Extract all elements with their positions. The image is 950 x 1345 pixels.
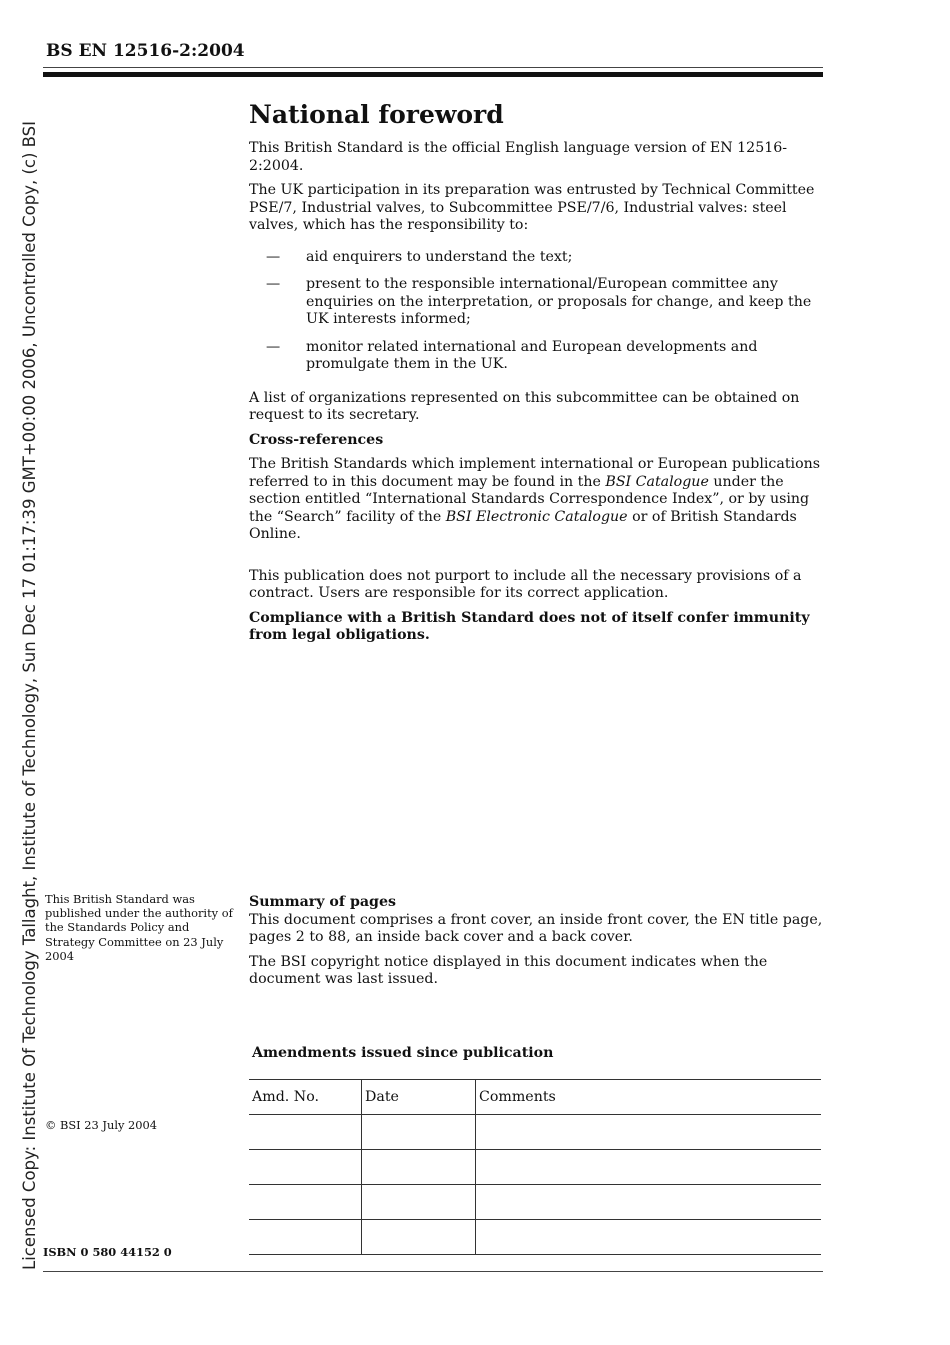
list-item (249, 339, 825, 374)
publication-note: This British Standard was published under the authority of the Standards Policy and Strategy Committee on 23 July 2004 (45, 892, 233, 963)
table-header-row (249, 1080, 821, 1115)
national-foreword (249, 100, 825, 652)
responsibility-list (249, 249, 825, 374)
table-cell (249, 1150, 362, 1185)
table-cell (362, 1150, 476, 1185)
amendments-title: Amendments issued since publication (252, 1045, 554, 1061)
list-item (249, 249, 825, 267)
table-cell (362, 1185, 476, 1220)
dash-marker: — (266, 338, 281, 355)
table-cell (476, 1150, 822, 1185)
copyright-notice: © BSI 23 July 2004 (45, 1118, 158, 1132)
participation-paragraph: The UK participation in its preparation was entrusted by Technical Committee PSE/7, Industrial valves, to Subcommittee PSE/7/6, Industrial valves: steel valves, which has the responsibility to: (249, 182, 815, 233)
cross-references-paragraph (249, 456, 825, 544)
column-header-amd-no: Amd. No. (249, 1080, 362, 1115)
spacer (249, 551, 825, 568)
table-row (249, 1150, 821, 1185)
bsi-catalogue-title: BSI Catalogue (605, 473, 709, 490)
list-item-text: present to the responsible international/European committee any enquiries on the interpretation, or proposals for change, and keep the UK interests informed; (306, 276, 812, 327)
header-thick-rule (43, 72, 823, 77)
bsi-electronic-catalogue-title: BSI Electronic Catalogue (445, 508, 628, 525)
provisions-paragraph: This publication does not purport to include all the necessary provisions of a contract. Users are responsible for its correct application. (249, 567, 802, 601)
cross-references-heading: Cross-references (249, 431, 384, 448)
intro-paragraph: This British Standard is the official English language version of EN 12516-2:2004. (249, 140, 788, 174)
page-title: National foreword (249, 100, 504, 129)
amendments-table (249, 1079, 821, 1255)
organizations-paragraph: A list of organizations represented on this subcommittee can be obtained on request to its secretary. (249, 389, 800, 423)
list-item-text: monitor related international and European developments and promulgate them in the UK. (306, 338, 758, 372)
footer-rule (43, 1271, 823, 1272)
column-header-date: Date (362, 1080, 476, 1115)
dash-marker: — (266, 248, 281, 265)
table-row (249, 1220, 821, 1255)
crossref-text-1: The British Standards which implement international or European publications referred to in this document may be found in the (249, 456, 821, 490)
column-header-comments: Comments (476, 1080, 822, 1115)
table-cell (249, 1115, 362, 1150)
summary-paragraph: This document comprises a front cover, an inside front cover, the EN title page, pages 2 to 88, an inside back cover and a back cover. (249, 911, 823, 945)
table-row (249, 1185, 821, 1220)
dash-marker: — (266, 276, 281, 292)
document-id: BS EN 12516-2:2004 (46, 41, 245, 61)
table-cell (476, 1220, 822, 1255)
crossref-text-3: or of British Standards Online. (249, 508, 797, 542)
copyright-notice-paragraph: The BSI copyright notice displayed in this document indicates when the document was last issued. (249, 953, 768, 987)
table-cell (476, 1115, 822, 1150)
table-cell (249, 1220, 362, 1255)
crossref-text-2: under the section entitled “International Standards Correspondence Index”, or by using the “Search” facility of the (249, 473, 810, 525)
isbn: ISBN 0 580 44152 0 (43, 1245, 172, 1259)
table-cell (476, 1185, 822, 1220)
summary-heading: Summary of pages (249, 894, 396, 910)
header-thin-rule (43, 67, 823, 68)
compliance-statement: Compliance with a British Standard does not of itself confer immunity from legal obligations. (249, 609, 810, 643)
table-cell (362, 1220, 476, 1255)
table-row (249, 1115, 821, 1150)
list-item-text: aid enquirers to understand the text; (306, 248, 573, 265)
table-cell (249, 1185, 362, 1220)
table-cell (362, 1115, 476, 1150)
summary-of-pages (249, 894, 829, 996)
list-item (249, 276, 825, 329)
license-watermark: Licensed Copy: Institute Of Technology Tallaght, Institute of Technology, Sun Dec 17 01:17:39 GMT+00:00 2006, Uncontrolled Copy, (c) BSI (20, 120, 39, 1270)
